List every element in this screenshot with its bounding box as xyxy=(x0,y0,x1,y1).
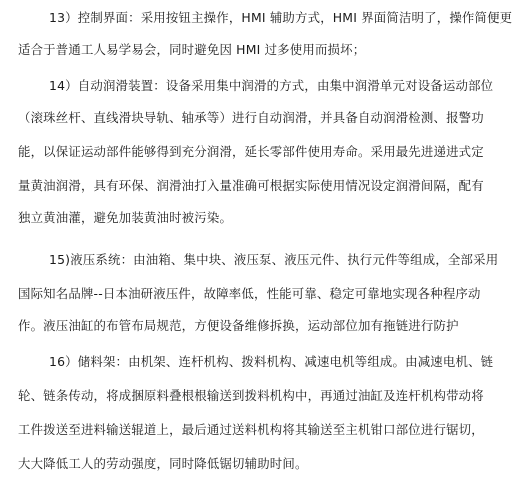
item-14-line-2: （滚珠丝杆、直线滑块导轨、轴承等）进行自动润滑，并具备自动润滑检测、报警功 xyxy=(18,110,484,125)
item-13-line-1: 13）控制界面：采用按钮主操作，HMI 辅助方式，HMI 界面简洁明了，操作简便更 xyxy=(49,10,513,25)
item-15-line-2: 国际知名品牌--日本油研液压件，故障率低，性能可靠、稳定可靠地实现各种程序动 xyxy=(18,286,481,301)
item-16-line-2: 轮、链条传动，将成捆原料叠根根输送到拨料机构中，再通过油缸及连杆机构带动将 xyxy=(18,388,484,403)
item-14-line-1: 14）自动润滑装置：设备采用集中润滑的方式，由集中润滑单元对设备运动部位 xyxy=(49,78,494,93)
item-15-line-1: 15)液压系统：由油箱、集中块、液压泵、液压元件、执行元件等组成，全部采用 xyxy=(49,252,499,267)
item-14-line-4: 量黄油润滑，具有环保、润滑油打入量准确可根据实际使用情况设定润滑间隔，配有 xyxy=(18,178,484,193)
item-16-line-3: 工件拨送至进料输送辊道上，最后通过送料机构将其输送至主机钳口部位进行锯切， xyxy=(18,422,484,437)
item-13-line-2: 适合于普通工人易学易会，同时避免因 HMI 过多使用而损坏； xyxy=(18,42,366,57)
item-16-line-1: 16）储料架：由机架、连杆机构、拨料机构、减速电机等组成。由减速电机、链 xyxy=(49,354,494,369)
item-16-line-4: 大大降低工人的劳动强度，同时降低锯切辅助时间。 xyxy=(18,456,308,471)
item-14-line-5: 独立黄油灌，避免加装黄油时被污染。 xyxy=(18,210,233,225)
item-15-line-3: 作。液压油缸的布管布局规范，方便设备维修拆换，运动部位加有拖链进行防护 xyxy=(18,318,459,333)
item-14-line-3: 能，以保证运动部件能够得到充分润滑，延长零部件使用寿命。采用最先进递进式定 xyxy=(18,144,484,159)
